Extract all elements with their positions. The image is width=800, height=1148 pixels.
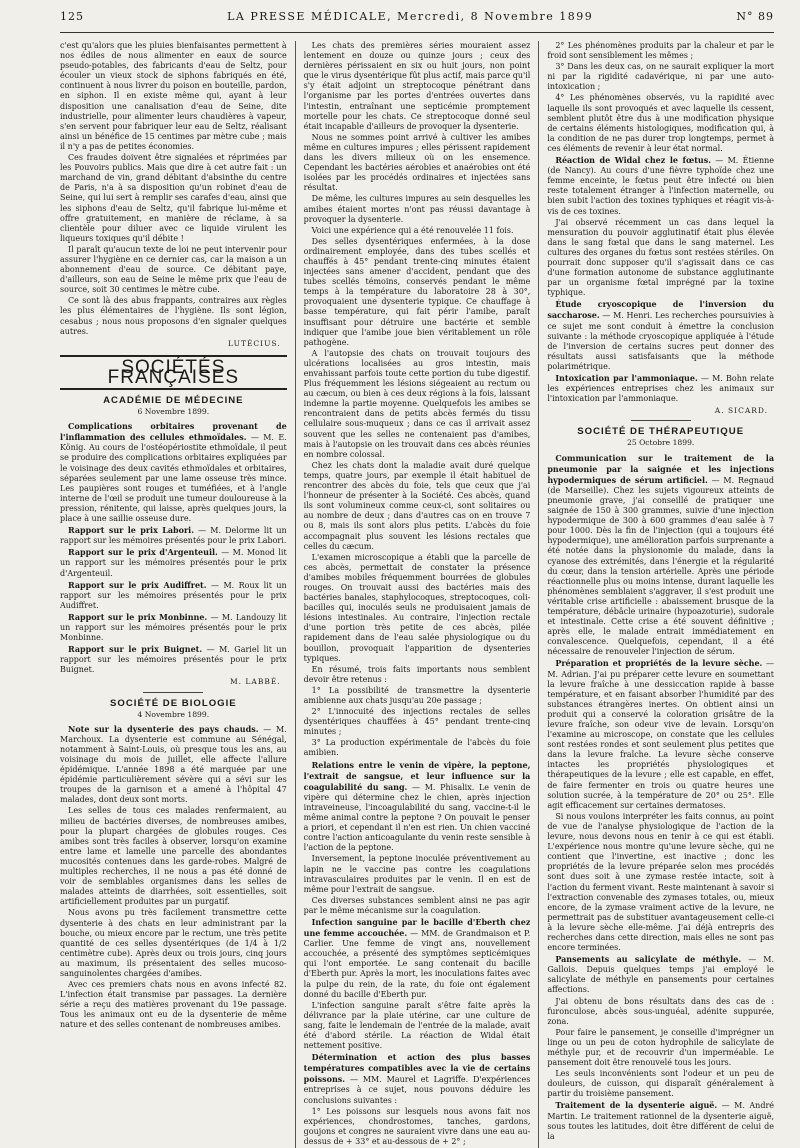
report-title: Rapport sur le prix Audiffret. bbox=[68, 579, 207, 590]
report-title: Traitement de la dysenterie aiguë. bbox=[555, 1100, 718, 1111]
report-item bbox=[60, 612, 287, 643]
session-date: 25 Octobre 1899. bbox=[627, 438, 695, 448]
paragraph: Voici une expérience qui a été renouvelée 11 fois. bbox=[311, 225, 514, 235]
paragraph: Si nous voulons interpréter les faits connus, au point de vue de l'analyse physiologique de l'action de la levure, nous devons nous en tenir à ce qui est établi. L'expérience nous montre qu'une levure sèche, qui ne contient que l'invertine, est inactive ; donc les propriétés de la levure préparée selon mes procédés sont dues soit à une zymase restée intacte, soit à l'action du ferment vivant. Reste maintenant à savoir si l'extraction convenable des zymases totales, ou, mieux encore, de la zymase vraiment active de la levure, ne permettrait pas de substituer avantageusement celle-ci à la levure sèche elle-même. J'ai déjà entrepris des recherches dans cette direction, mais elles ne sont pas encore terminées. bbox=[547, 811, 775, 953]
paragraph: En résumé, trois faits importants nous semblent devoir être retenus : bbox=[303, 664, 531, 684]
paragraph: Pour faire le pansement, je conseille d'imprégner un linge ou un peu de coton hydrophile de salicylate de méthyle pur, et de recouvrir d'un imperméable. Le pansement doit être renouvelé tous les jours. bbox=[547, 1027, 775, 1068]
report-item bbox=[60, 421, 287, 524]
report-title: Infection sanguine par le bacille d'Eberth chez une femme accouchée. bbox=[303, 916, 531, 939]
paragraph: A l'autopsie des chats on trouvait toujours des ulcérations localisées au gros intestin, mais envahissant parfois toute cette portion du tube digestif. Plus fréquemment les lésions siégeaient au rectum ou au cæcum, ou bien à ces deux régions à la fois, laissant indemne la partie moyenne. Quelquefois les amibes se rencontraient dans de petits abcès fermés du tissu cellulaire sous-muqueux ; dans ce cas il arrivait assez souvent que les selles ne contenaient pas d'amibes, mais à l'autopsie on les trouvait dans ces abcès réunies en nombre colossal. bbox=[303, 348, 531, 459]
paragraph: Chez les chats dont la maladie avait duré quelque temps, quatre jours, par exemple il était habituel de rencontrer des abcès du foie, tels que ceux que j'ai l'honneur de présenter à la Société. Ces abcès, quand ils sont volumineux comme ceux-ci, sont solitaires ou au nombre de deux ; dans d'autres cas on en trouve 7 ou 8, mais ils sont alors plus petits. L'abcès du foie accompagnait plus souvent les lésions rectales que celles du cæcum. bbox=[303, 460, 531, 551]
report-item bbox=[547, 373, 774, 404]
paragraph: Ces fraudes doivent être signalées et réprimées par les Pouvoirs publics. Mais que dire à cet autre fait : un marchand de vin, grand débitant d'absinthe du centre de Paris, n'a à sa disposition qu'un robinet d'eau de Seine, qui lui sert à remplir ses carafes d'eau, ainsi que les siphons d'eau de Seltz, qu'il fabrique lui-même et offre gratuitement, en manière de réclame, à sa clientèle pour diluer avec ce liquide virulent les liqueurs toxiques qu'il débite ! bbox=[60, 153, 287, 243]
report-body: — M. Monod lit un rapport sur les mémoires présentés pour le prix d'Argenteuil. bbox=[60, 548, 287, 578]
report-body: — M. Marchoux. La dysenterie est commune au Sénégal, notamment à Saint-Louis, où presque tous les ans, au voisinage du mois de juillet, elle affecte l'allure épidémique. L'année 1898 a été marquée par une épidémie particulièrement sévère qui a sévi sur les troupes de la garnison et a amené à l'hôpital 47 malades, dont deux sont morts. bbox=[60, 724, 287, 805]
report-item bbox=[304, 1052, 531, 1105]
report-item bbox=[547, 1100, 774, 1141]
report-title: Pansements au salicylate de méthyle. bbox=[555, 954, 742, 965]
paragraph: Il paraît qu'aucun texte de loi ne peut intervenir pour assurer l'hygiène en ce dernier cas, car la maison a un abonnement d'eau de source. Ce débitant paye, d'ailleurs, son eau de Seine le même prix que l'eau de source, soit 30 centimes le mètre cube. bbox=[60, 244, 287, 295]
report-title: Préparation et propriétés de la levure sèche. bbox=[555, 658, 763, 669]
report-body: — M. Bohn relate les expériences entreprises chez les animaux sur l'intoxication par l'ammoniaque. bbox=[547, 374, 775, 404]
column-rule bbox=[538, 41, 539, 1148]
report-item bbox=[547, 155, 774, 217]
report-item bbox=[547, 954, 774, 995]
report-body: — M. Delorme lit un rapport sur les mémoires présentés pour le prix Labori. bbox=[60, 526, 287, 546]
paragraph: 1° La possibilité de transmettre la dysenterie amibienne aux chats jusqu'au 20e passage ; bbox=[303, 685, 531, 705]
paragraph: 4° Les phénomènes observés, vu la rapidité avec laquelle ils sont provoqués et avec laquelle ils cessent, semblent plutôt être dus à une modification physique de certains éléments histologiques, modification qui, à la condition de ne pas durer trop longtemps, permet à ces éléments de revenir à leur état normal. bbox=[547, 93, 775, 153]
column-1 bbox=[60, 41, 287, 1148]
society-title: SOCIÉTÉ DE BIOLOGIE bbox=[110, 697, 237, 709]
paragraph: 3° Dans les deux cas, on ne saurait expliquer la mort ni par la rigidité cadavérique, ni par une auto-intoxication ; bbox=[547, 62, 775, 92]
divider bbox=[631, 420, 691, 421]
report-item bbox=[60, 644, 287, 675]
column-2 bbox=[304, 41, 531, 1148]
report-item bbox=[60, 547, 287, 578]
report-body: — M. André Martin. Le traitement rationnel de la dysenterie aiguë, sous toutes les latitudes, doit être différent de celui de la bbox=[547, 1101, 775, 1141]
report-body: — MM. Maurel et Lagriffe. D'expériences entreprises à ce sujet, nous pouvons déduire les conclusions suivantes : bbox=[303, 1075, 531, 1105]
report-body: — M. Regnaud (de Marseille). Chez les sujets vigoureux atteints de pneumonie grave, j'ai conseillé de pratiquer une saignée de 150 à 300 grammes, suivie d'une injection hypodermique de 300 à 600 grammes d'eau salée à 7 pour 1000. Dès la fin de l'injection (qui a toujours été hypodermique), une amélioration parfois surprenante a été notée dans la physionomie du malade, dans la cyanose des extrémités, dans l'énergie et la régularité du cœur, dans la tension artérielle. Après une période réactionnelle plus ou moins intense, durant laquelle les phénomènes semblaient s'aggraver, il s'est produit une véritable crise artificielle : abaissement brusque de la température, débâcle urinaire (hypoazoturie), sudorale et intestinale. Cette crise a été souvent définitive ; après elle, le malade entrait immédiatement en convalescence. Quelquefois, cependant, il a été nécessaire de renouveler l'injection de sérum. bbox=[547, 475, 775, 657]
report-item bbox=[547, 658, 774, 810]
report-item bbox=[304, 760, 531, 854]
signature: M. LABBÉ. bbox=[229, 677, 281, 687]
report-body: — M. Phisalix. Le venin de vipère qui détermine chez le chien, après injection intraveineuse, l'incoagulabilité du sang, vaccine-t-il le même animal contre la peptone ? On pouvait le penser a priori, et cependant il n'en est rien. Un chien vacciné contre l'action anticoagulante du venin reste sensible à l'action de la peptone. bbox=[303, 782, 531, 853]
paragraph: Les selles de tous ces malades renfermaient, au milieu de bactéries diverses, de nombreuses amibes, pour la plupart chargées de globules rouges. Ces amibes sont très faciles à observer, lorsqu'on examine entre lame et lamelle une parcelle des abondantes mucosités contenues dans les garde-robes. Malgré de multiples recherches, il ne nous a pas été donné de voir de semblables organismes dans les selles de malades atteints de diarrhées, soit essentielles, soit artificiellement produites par un purgatif. bbox=[60, 806, 287, 907]
report-item bbox=[60, 580, 287, 611]
journal-title: LA PRESSE MÉDICALE, Mercredi, 8 Novembre 1899 bbox=[227, 10, 594, 23]
paragraph: J'ai observé récemment un cas dans lequel la mensuration du pouvoir agglutinatif était plus élevée dans le sang fœtal que dans le sang maternel. Les cultures des organes du fœtus sont restées stériles. On pourrait donc supposer qu'il s'agissait dans ce cas d'une formation autonome de substance agglutinante par un organisme fœtal imprégné par la toxine typhique. bbox=[547, 217, 775, 298]
report-item bbox=[304, 917, 531, 1000]
paragraph: L'infection sanguine paraît s'être faite après la délivrance par la plaie utérine, car une culture de sang, faite le lendemain de l'entrée de la malade, avait été d'abord stérile. La réaction de Widal était nettement positive. bbox=[303, 1000, 531, 1051]
paragraph: 2° Les phénomènes produits par la chaleur et par le froid sont sensiblement les mêmes ; bbox=[547, 41, 775, 61]
paragraph: De même, les cultures impures au sein desquelles les amibes étaient mortes n'ont pas réussi davantage à provoquer la dysenterie. bbox=[303, 194, 531, 224]
paragraph: Ces diverses substances semblent ainsi ne pas agir par le même mécanisme sur la coagulation. bbox=[303, 895, 531, 915]
society-title: SOCIÉTÉ DE THÉRAPEUTIQUE bbox=[577, 426, 745, 438]
report-body: — M. Gariel lit un rapport sur les mémoires présentés pour le prix Buignet. bbox=[60, 645, 287, 675]
paragraph: J'ai obtenu de bons résultats dans des cas de : furonculose, abcès sous-unguéal, adénite suppurée, zona. bbox=[547, 996, 775, 1026]
report-title: Rapport sur le prix Monbinne. bbox=[68, 611, 208, 622]
report-title: Détermination et action des plus basses températures compatibles avec la vie de certains poissons. bbox=[303, 1052, 531, 1085]
text-columns bbox=[60, 41, 774, 1148]
paragraph: Nous avons pu très facilement transmettre cette dysenterie à des chats en leur administrant par la bouche, ou mieux encore par le rectum, une très petite quantité de ces selles dysentériques (de 1/4 à 1/2 centimètre cube). Après deux ou trois jours, cinq jours au maximum, ils présentaient des selles mucoso-sanguinolentes chargées d'amibes. bbox=[60, 908, 287, 978]
report-body: — M. Roux lit un rapport sur les mémoires présentés pour le prix Audiffret. bbox=[60, 580, 287, 610]
column-3 bbox=[547, 41, 774, 1148]
report-title: Complications orbitaires provenant de l'inflammation des cellules ethmoïdales. bbox=[60, 421, 287, 443]
paragraph: Les chats des premières séries mouraient assez lentement en douze ou quinze jours ; ceux des dernières périssaient en six ou huit jours, non point que le virus dysentérique fût plus actif, mais parce qu'il s'y était adjoint un streptocoque pénétrant dans l'organisme par les portes d'entrées ouvertes dans l'intestin, entraînant une septicémie promptement mortelle pour les chats. Ce streptocoque donné seul était incapable d'ailleurs de provoquer la dysenterie. bbox=[303, 41, 531, 131]
session-date: 6 Novembre 1899. bbox=[137, 407, 210, 417]
report-title: Communication sur le traitement de la pneumonie par la saignée et les injections hypodermiques de sérum artificiel. bbox=[547, 452, 775, 485]
signature: A. SICARD. bbox=[714, 406, 769, 416]
report-title: Relations entre le venin de vipère, la peptone, l'extrait de sangsue, et leur influence sur la coagulabilité du sang. bbox=[303, 759, 531, 792]
session-date: 4 Novembre 1899. bbox=[137, 709, 210, 719]
report-item bbox=[60, 724, 287, 806]
report-title: Intoxication par l'ammoniaque. bbox=[555, 373, 698, 383]
report-title: Rapport sur le prix d'Argenteuil. bbox=[68, 547, 218, 558]
report-body: — M. Gallois. Depuis quelques temps j'ai employé le salicylate de méthyle en pansements pour certaines affections. bbox=[547, 955, 775, 995]
paragraph: 2° L'innocuité des injections rectales de selles dysentériques chauffées à 45° pendant trente-cinq minutes ; bbox=[303, 707, 531, 737]
paragraph: 1° Les poissons sur lesquels nous avons fait nos expériences, chondrostomes, tanches, gardons, goujons et congres ne sauraient vivre dans une eau au-dessus de + 33° et au-dessous de + 2° ; bbox=[303, 1106, 531, 1146]
divider bbox=[143, 692, 203, 693]
paragraph: Des selles dysentériques enfermées, à la dose ordinairement employée, dans des tubes scellés et chauffés à 45° pendant trente-cinq minutes étaient injectées sans amener d'accident, pendant que des tubes scellés témoins, conservés pendant le même temps à la température du laboratoire 28 à 30°, provoquaient une dysenterie typique. Ce chauffage à basse température, qui fait périr l'amibe, paraît insuffisant pour détruire une bactérie et semble indiquer que l'amibe joue bien véritablement un rôle pathogène. bbox=[303, 236, 531, 347]
paragraph: Nous ne sommes point arrivé à cultiver les amibes même en cultures impures ; elles périssent rapidement dans les divers milieux où on les ensemence. Cependant les bactéries aérobies et anaérobies ont été isolées par les procédés ordinaires et injectées sans résultat. bbox=[303, 132, 531, 193]
report-title: Rapport sur le prix Buignet. bbox=[68, 644, 203, 655]
report-item bbox=[60, 525, 287, 546]
report-title: Étude cryoscopique de l'inversion du saccharose. bbox=[547, 299, 775, 321]
report-body: — MM. de Grandmaison et P. Carlier. Une femme de vingt ans, nouvellement accouchée, a présenté des symptômes septicémiques qui l'ont emportée. Le sang contenait du bacille d'Eberth pur. Après la mort, les inoculations faites avec la pulpe du rein, de la rate, du foie ont également donné du bacille d'Eberth pur. bbox=[303, 929, 531, 999]
report-item bbox=[547, 299, 774, 372]
paragraph: 3° La production expérimentale de l'abcès du foie amibien. bbox=[303, 738, 531, 758]
report-body: — M. Landouzy lit un rapport sur les mémoires présentés pour le prix Monbinne. bbox=[60, 612, 287, 643]
paragraph: c'est qu'alors que les pluies bienfaisantes permettent à nos édiles de nous alimenter en eaux de source pseudo-potables, des fabricants d'eau de Seltz, pour écouler un vieux stock de siphons fabriqués en été, continuent à nous livrer du poison en bouteille, pardon, en siphon. Il en existe même qui, ayant à leur disposition une canalisation d'eau de Seine, dite industrielle, pour alimenter leurs chaudières à vapeur, s'en servent pour fabriquer leur eau de Seltz, réalisant ainsi un bénéfice de 15 centimes par mètre cube ; mais il n'y a pas de petites économies. bbox=[60, 41, 287, 151]
report-body: — M. Adrian. J'ai pu préparer cette levure en soumettant la levure fraîche à une dessiccation rapide à basse température, et en faisant absorber l'humidité par des substances étrangères inertes. On obtient ainsi un produit qui a conservé la coloration grisâtre de la levure fraîche, son odeur vive de levain. Lorsqu'on l'examine au microscope, on constate que les cellules sont restées rondes et sont seulement plus petites que dans la levure fraîche. La levure sèche conserve intactes les propriétés physiologiques et thérapeutiques de la levure ; elle est capable, en effet, de faire fermenter en trois ou quatre heures une solution sucrée, à la température de 20° ou 25°. Elle agit efficacement sur certaines dermatoses. bbox=[547, 659, 775, 810]
paragraph: Avec ces premiers chats nous en avons infecté 82. L'infection était transmise par passages. La dernière série a reçu des matières provenant du 19e passage. Tous les animaux ont eu de la dysenterie de même nature et des selles contenant de nombreuses amibes. bbox=[60, 980, 287, 1030]
column-rule bbox=[295, 41, 296, 1148]
society-title: ACADÉMIE DE MÉDECINE bbox=[103, 395, 244, 406]
report-title: Rapport sur le prix Labori. bbox=[68, 525, 194, 536]
paragraph: Les seuls inconvénients sont l'odeur et un peu de douleurs, de cuisson, qui disparaît généralement à partir du troisième pansement. bbox=[547, 1069, 775, 1099]
report-title: Réaction de Widal chez le fœtus. bbox=[555, 155, 711, 166]
report-body: — M. E. König. Au cours de l'ostéopériostite ethmoïdale, il peut se produire des complications orbitaires expliquées par le voisinage des deux cavités ethmoïdales et orbitaires, séparées seulement par une lame osseuse très mince. Les paupières sont rouges et tuméfiées, et à l'angle interne de l'œil se produit une tumeur douloureuse à la pression, rénitente, qui laisse, après quelques jours, la place à une saillie osseuse dure. bbox=[60, 433, 287, 524]
report-title: Note sur la dysenterie des pays chauds. bbox=[68, 723, 259, 734]
page-number: 125 bbox=[60, 10, 84, 23]
report-body: — M. Étienne (de Nancy). Au cours d'une fièvre typhoïde chez une femme enceinte, le fœtus peut être infecté ou bien reste totalement étranger à l'infection maternelle, ou bien subit l'action des toxines typhiques et réagit vis-à-vis de ces toxines. bbox=[547, 156, 775, 216]
report-body: — M. Henri. Les recherches poursuivies à ce sujet me sont conduit à émettre la conclusion suivante : la méthode cryoscopique appliquée à l'étude de l'inversion de certains sucres peut donner des résultats aussi satisfaisants que la méthode polarimétrique. bbox=[547, 311, 775, 371]
paragraph: L'examen microscopique a établi que la parcelle de ces abcès, permettait de constater la présence d'amibes mobiles fréquemment bourrées de globules rouges. On trouvait aussi des bactéries mais des bactéries banales, staphylocoques, streptocoques, coli-bacilles qui, inoculés seuls ne produisaient jamais de lésions intestinales. Au contraire, l'injection rectale d'une portion très petite de ces abcès, pilée rapidement dans de l'eau salée physiologique ou du bouillon, provoquait l'apparition de dysenteries typiques. bbox=[303, 552, 531, 663]
section-banner: SOCIÉTÉS FRANÇAISES bbox=[60, 355, 287, 390]
paragraph: Ce sont là des abus frappants, contraires aux règles les plus élémentaires de l'hygiène. Ils sont légion, cesabus ; nous nous proposons d'en signaler quelques autres. bbox=[60, 296, 287, 336]
paragraph: Inversement, la peptone inoculée préventivement au lapin ne le vaccine pas contre les coagulations intravasculaires produites par le venin. Il en est de même pour l'extrait de sangsue. bbox=[303, 854, 531, 894]
issue-number: N° 89 bbox=[736, 10, 774, 23]
report-item bbox=[547, 453, 774, 658]
running-header bbox=[60, 10, 774, 33]
signature: LUTÉCIUS. bbox=[228, 338, 281, 348]
